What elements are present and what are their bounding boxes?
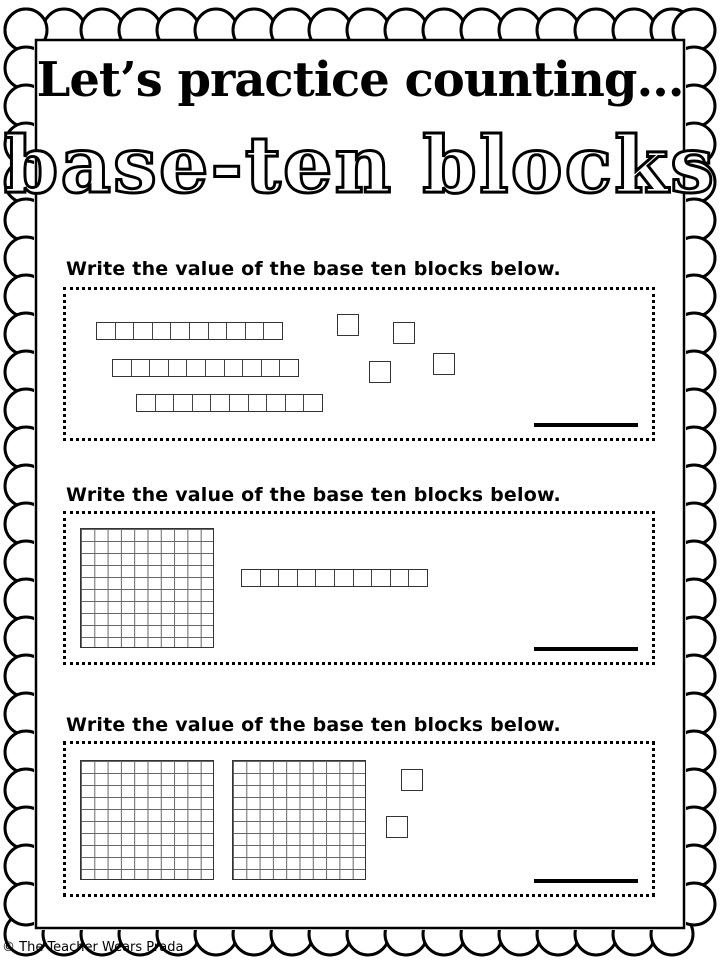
worksheet-title: Let’s practice counting… — [36, 52, 684, 108]
answer-line[interactable] — [534, 647, 638, 651]
problem-2-instruction: Write the value of the base ten blocks below. — [66, 484, 561, 506]
ten-rod — [136, 394, 323, 412]
copyright-credit: © The Teacher Wears Prada — [2, 940, 184, 955]
unit-cube — [401, 769, 423, 791]
hundred-flat — [80, 528, 214, 648]
problem-2-box — [63, 511, 655, 665]
unit-cube — [369, 361, 391, 383]
unit-cube — [433, 353, 455, 375]
problem-1-instruction: Write the value of the base ten blocks below. — [66, 258, 561, 280]
problem-1-box — [63, 287, 655, 441]
ten-rod — [96, 322, 283, 340]
unit-cube — [393, 322, 415, 344]
unit-cube — [386, 816, 408, 838]
ten-rod — [241, 569, 428, 587]
worksheet-subtitle: base-ten blocks — [3, 120, 717, 211]
hundred-flat — [80, 760, 214, 880]
unit-cube — [337, 314, 359, 336]
answer-line[interactable] — [534, 423, 638, 427]
problem-3-box — [63, 741, 655, 897]
problem-3-instruction: Write the value of the base ten blocks below. — [66, 714, 561, 736]
answer-line[interactable] — [534, 879, 638, 883]
hundred-flat — [232, 760, 366, 880]
ten-rod — [112, 359, 299, 377]
